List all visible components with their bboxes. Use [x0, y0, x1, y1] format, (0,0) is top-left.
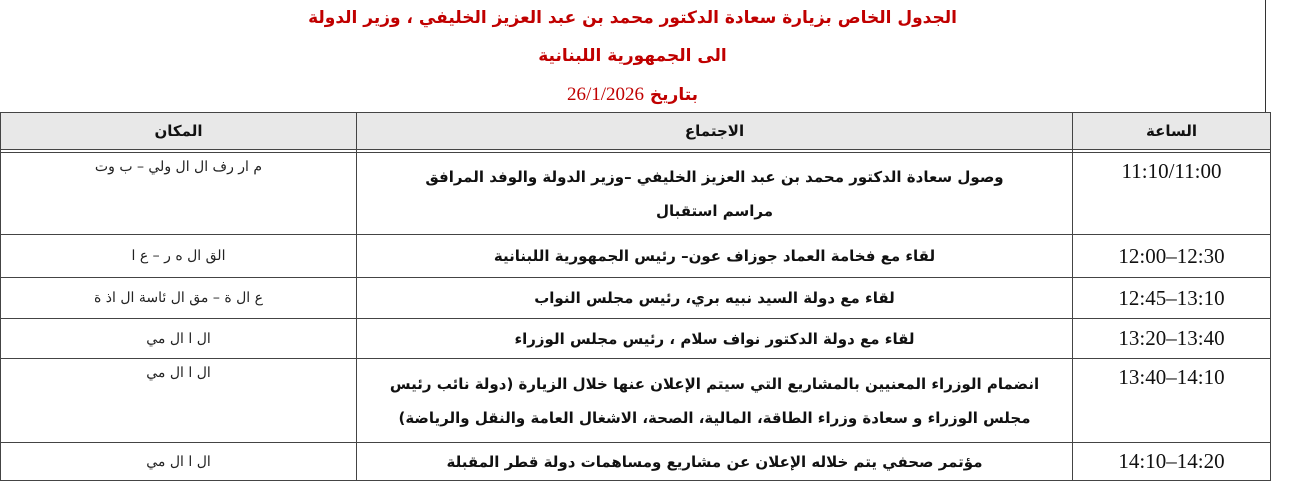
- place-cell: الق ال ه ر – ع ا: [1, 235, 357, 278]
- meeting-text: انضمام الوزراء المعنيين بالمشاريع التي سيتم الإعلان عنها خلال الزيارة (دولة نائب رئيس: [389, 374, 1040, 393]
- column-header-place: المكان: [1, 113, 357, 150]
- time-cell: 13:40–14:10: [1073, 359, 1271, 443]
- meeting-cell: مؤتمر صحفي يتم خلاله الإعلان عن مشاريع ومساهمات دولة قطر المقبلة: [357, 443, 1073, 481]
- date-value: 26/1/2026: [566, 84, 644, 105]
- meeting-text: وصول سعادة الدكتور محمد بن عبد العزيز الخليفي –وزير الدولة والوفد المرافق: [425, 167, 1004, 186]
- meeting-cell: [357, 153, 1073, 235]
- meeting-cell: لقاء مع دولة السيد نبيه بري، رئيس مجلس النواب: [357, 278, 1073, 319]
- time-cell: 12:00–12:30: [1073, 235, 1271, 278]
- column-header-time: الساعة: [1073, 113, 1271, 150]
- table-row: [1, 235, 1271, 278]
- place-cell: ال ا ال مي: [1, 319, 357, 359]
- place-cell: ال ا ال مي: [1, 359, 357, 443]
- meeting-cell: لقاء مع دولة الدكتور نواف سلام ، رئيس مجلس الوزراء: [357, 319, 1073, 359]
- page-right-border: [1265, 0, 1266, 112]
- column-header-meeting: الاجتماع: [357, 113, 1073, 150]
- time-cell: 12:45–13:10: [1073, 278, 1271, 319]
- table-row: [1, 443, 1271, 481]
- meeting-text-2: مراسم استقبال: [655, 201, 774, 220]
- date-line: [0, 84, 1265, 106]
- time-cell: 14:10–14:20: [1073, 443, 1271, 481]
- table-header-row: [1, 113, 1271, 150]
- table-row: [1, 359, 1271, 443]
- meeting-text-2: مجلس الوزراء و سعادة وزراء الطاقة، المالية، الصحة، الاشغال العامة والنقل والرياضة): [398, 408, 1031, 427]
- time-cell: 11:10/11:00: [1073, 153, 1271, 235]
- place-cell: ع ال ة – مق ال ئاسة ال اذ ة: [1, 278, 357, 319]
- table-row: [1, 278, 1271, 319]
- place-cell: ال ا ال مي: [1, 443, 357, 481]
- meeting-cell: [357, 359, 1073, 443]
- date-label: بتاريخ: [649, 85, 699, 105]
- table-row: [1, 319, 1271, 359]
- table-row: [1, 153, 1271, 235]
- title-line-2: الى الجمهورية اللبنانية: [538, 46, 727, 66]
- schedule-table: [0, 112, 1271, 481]
- time-cell: 13:20–13:40: [1073, 319, 1271, 359]
- meeting-cell: لقاء مع فخامة العماد جوزاف عون– رئيس الجمهورية اللبنانية: [357, 235, 1073, 278]
- place-cell: م ار رف ال ال ولي – ب وت: [1, 153, 357, 235]
- title-line-1: الجدول الخاص بزيارة سعادة الدكتور محمد بن عبد العزيز الخليفي ، وزير الدولة: [308, 8, 957, 28]
